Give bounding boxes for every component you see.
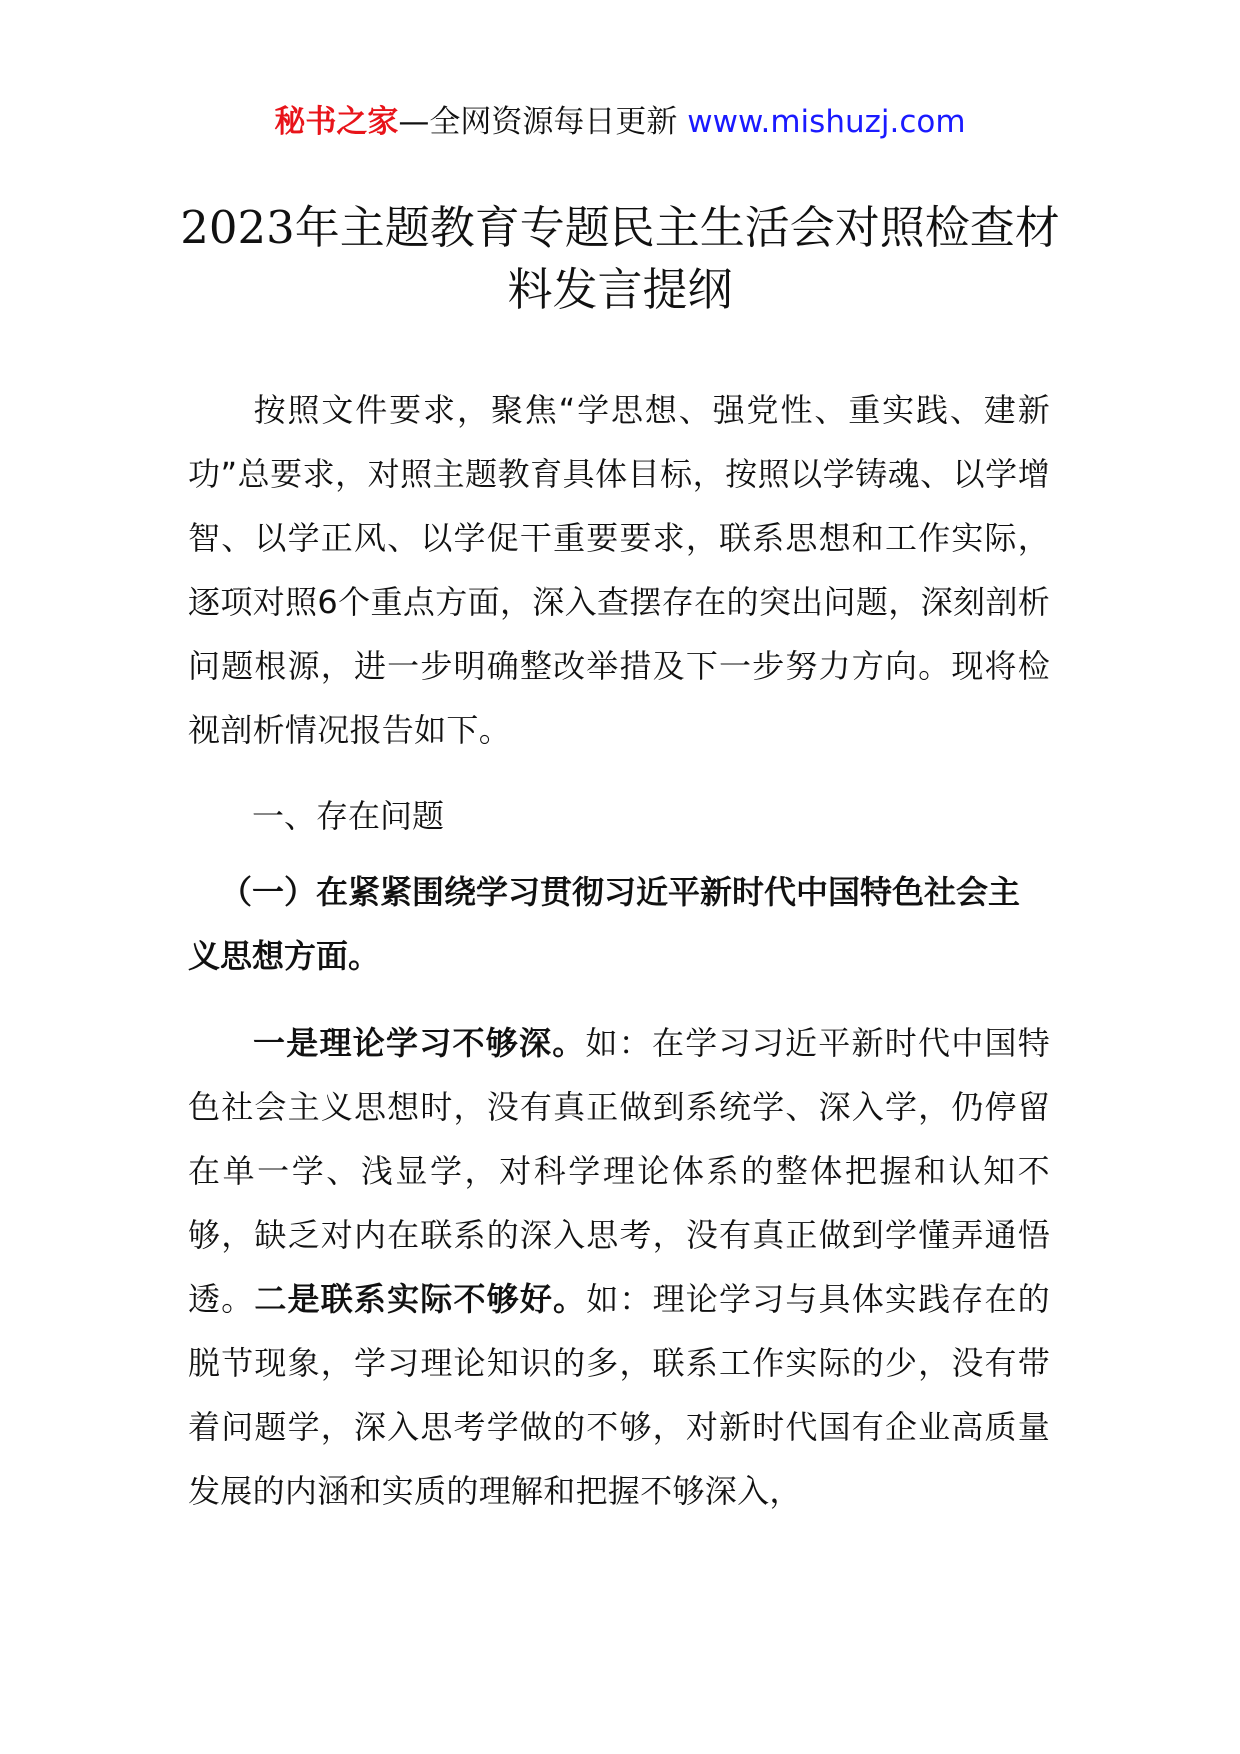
section-heading: 一、存在问题 — [252, 797, 445, 835]
point-2-text: 如：理论学习与具体实践存在的脱节现象，学习理论知识的多，联系工作实际的少，没有带着问题学，深入思考学做的不够，对新时代国有企业高质量发展的内涵和实质的理解和把握不够深入， — [188, 1280, 1050, 1510]
header-tagline: —全网资源每日更新 — [398, 104, 688, 140]
issues-paragraph — [188, 1011, 1050, 1523]
subsection-text: （一）在紧紧围绕学习贯彻习近平新时代中国特色社会主义思想方面。 — [188, 873, 1021, 975]
point-2-heading: 二是联系实际不够好。 — [254, 1280, 587, 1318]
site-url[interactable]: www.mishuzj.com — [687, 104, 966, 140]
site-header — [0, 100, 1240, 144]
brand-name: 秘书之家 — [274, 104, 399, 140]
document-title: 2023年主题教育专题民主生活会对照检查材料发言提纲 — [180, 201, 1060, 316]
point-1-heading: 一是理论学习不够深。 — [252, 1024, 586, 1062]
point-1-text: 如：在学习习近平新时代中国特色社会主义思想时，没有真正做到系统学、深入学，仍停留在单一学、浅显学，对科学理论体系的整体把握和认知不够，缺乏对内在联系的深入思考，没有真正做到学懂弄通悟透。 — [188, 1024, 1050, 1318]
intro-paragraph — [188, 378, 1050, 762]
intro-text: 按照文件要求，聚焦“学思想、强党性、重实践、建新功”总要求，对照主题教育具体目标，按照以学铸魂、以学增智、以学正风、以学促干重要要求，联系思想和工作实际，逐项对照6个重点方面，深入查摆存在的突出问题，深刻剖析问题根源，进一步明确整改举措及下一步努力方向。现将检视剖析情况报告如下。 — [188, 391, 1050, 749]
subsection-heading — [188, 860, 1050, 988]
